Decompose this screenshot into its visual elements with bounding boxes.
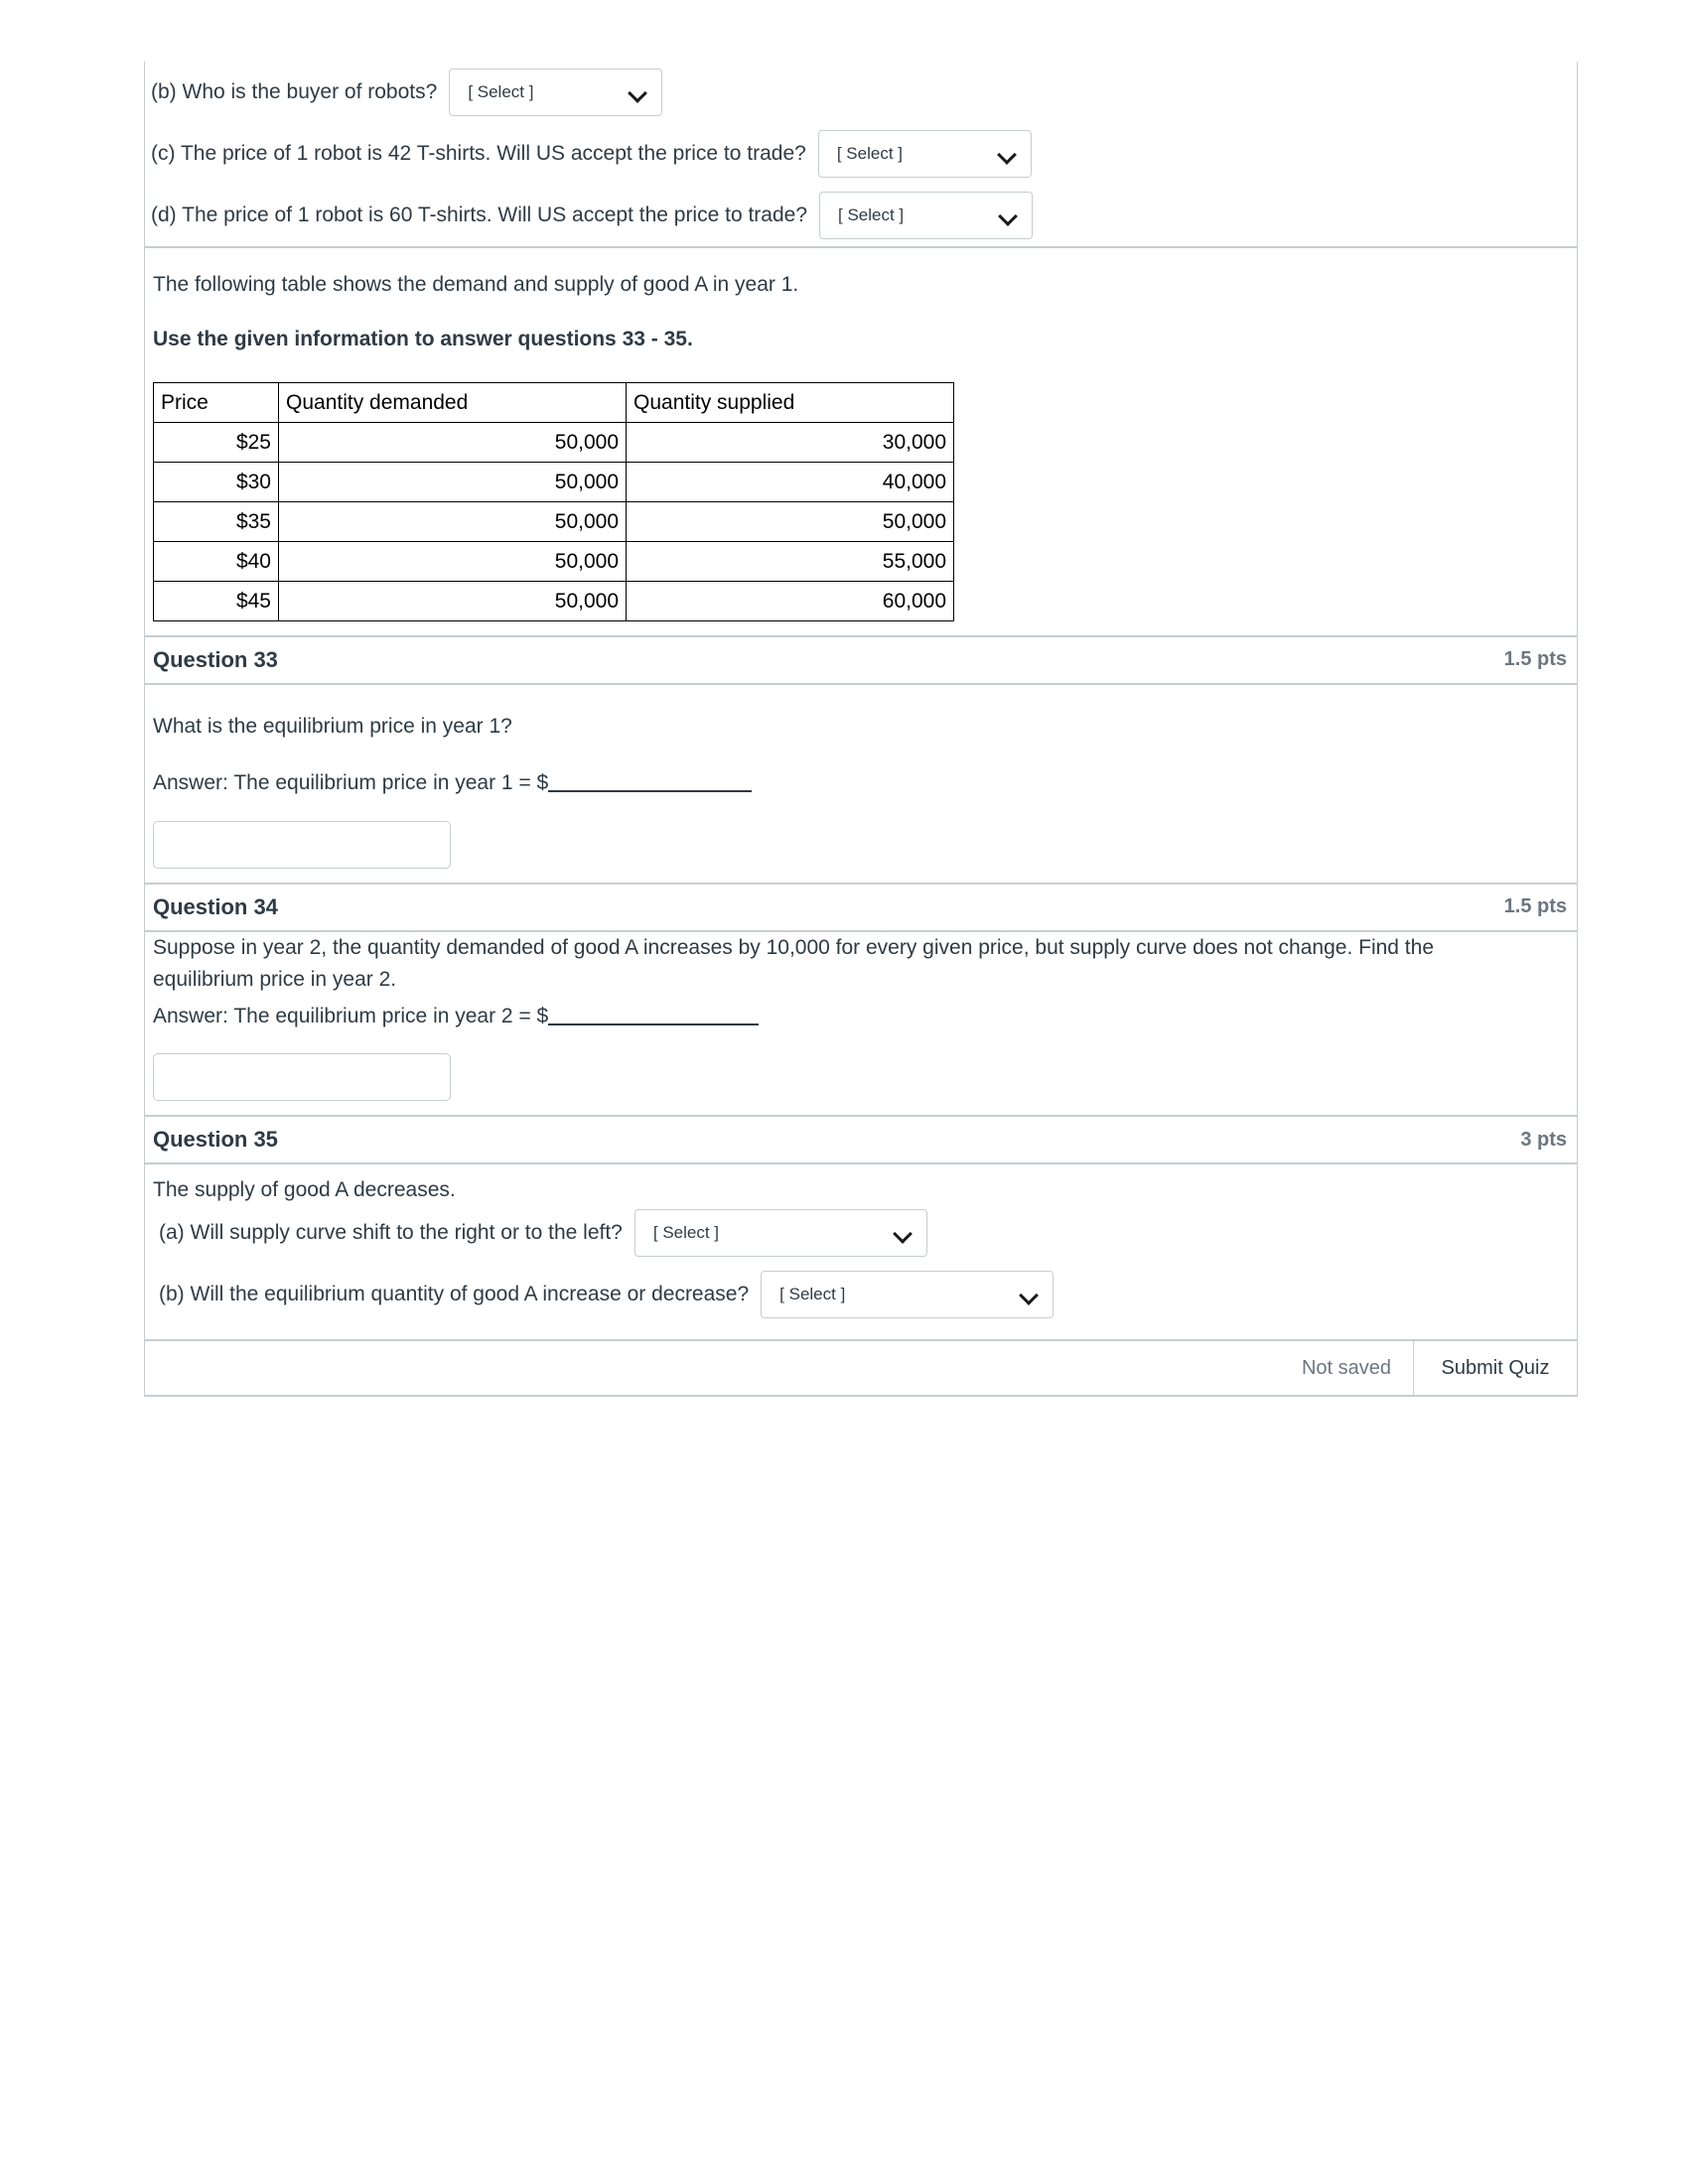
col-header-price: Price (154, 382, 279, 422)
question-33-prompt: What is the equilibrium price in year 1? (153, 714, 512, 738)
cell-quantity-demanded: 50,000 (279, 541, 627, 581)
question-33-answer-blank (548, 790, 752, 792)
cell-price: $30 (154, 462, 279, 501)
cell-price: $40 (154, 541, 279, 581)
supply-curve-shift-select-value: [ Select ] (652, 1223, 720, 1243)
cell-quantity-supplied: 60,000 (627, 581, 954, 620)
table-row (154, 541, 954, 581)
question-33-title: Question 33 (153, 646, 278, 672)
question-35-part-a-row (153, 1202, 1569, 1264)
previous-question-body (145, 62, 1577, 246)
chevron-down-icon (893, 1223, 913, 1243)
cell-quantity-supplied: 50,000 (627, 501, 954, 541)
table-row (154, 462, 954, 501)
cell-quantity-demanded: 50,000 (279, 462, 627, 501)
question-35-part-b-label: (b) Will the equilibrium quantity of good A increase or decrease? (159, 1283, 750, 1306)
question-35-title: Question 35 (153, 1127, 278, 1153)
intro-line-2: Use the given information to answer questions 33 - 35. (153, 328, 693, 351)
submit-quiz-button[interactable]: Submit Quiz (1413, 1341, 1577, 1395)
question-35-part-a-label: (a) Will supply curve shift to the right or to the left? (159, 1221, 623, 1245)
question-33-header (145, 635, 1577, 685)
cell-quantity-supplied: 30,000 (627, 422, 954, 462)
equilibrium-quantity-select-value: [ Select ] (779, 1285, 846, 1304)
cell-price: $25 (154, 422, 279, 462)
chevron-down-icon (628, 82, 647, 102)
col-header-quantity-demanded: Quantity demanded (279, 382, 627, 422)
cell-quantity-demanded: 50,000 (279, 581, 627, 620)
question-33-points: 1.5 pts (1503, 648, 1567, 671)
chevron-down-icon (1019, 1285, 1039, 1304)
quiz-footer-bar (145, 1339, 1577, 1397)
table-header-row (154, 382, 954, 422)
price-60-tshirts-select-value: [ Select ] (838, 205, 905, 224)
question-33-answer-line (153, 767, 1569, 799)
question-part-b-label: (b) Who is the buyer of robots? (151, 79, 438, 103)
question-part-c-label: (c) The price of 1 robot is 42 T-shirts. Will US accept the price to trade? (151, 141, 806, 165)
question-34-answer-line (153, 1001, 1569, 1032)
question-35-header (145, 1115, 1577, 1164)
cell-quantity-supplied: 40,000 (627, 462, 954, 501)
price-42-tshirts-select[interactable] (818, 130, 1032, 178)
supply-curve-shift-select[interactable] (634, 1209, 927, 1257)
intro-table-block (145, 248, 1577, 635)
question-34-answer-blank (548, 1024, 759, 1025)
question-34-points: 1.5 pts (1503, 895, 1567, 918)
quiz-container (144, 62, 1578, 1397)
save-status: Not saved (1301, 1356, 1391, 1379)
table-row (154, 501, 954, 541)
col-header-quantity-supplied: Quantity supplied (627, 382, 954, 422)
cell-quantity-supplied: 55,000 (627, 541, 954, 581)
question-34-title: Question 34 (153, 893, 278, 919)
question-33-answer-prefix: Answer: The equilibrium price in year 1 = $ (153, 771, 549, 795)
question-35-content (145, 1164, 1577, 1339)
cell-price: $35 (154, 501, 279, 541)
question-34-content (145, 932, 1577, 1116)
table-body (154, 422, 954, 620)
buyer-of-robots-select[interactable] (449, 68, 662, 116)
question-35-points: 3 pts (1520, 1128, 1567, 1151)
equilibrium-quantity-select[interactable] (761, 1271, 1054, 1318)
demand-supply-table (153, 382, 954, 621)
cell-quantity-demanded: 50,000 (279, 501, 627, 541)
price-60-tshirts-select[interactable] (819, 192, 1033, 239)
question-34-prompt: Suppose in year 2, the quantity demanded of good A increases by 10,000 for every given price, but supply curve does not change. Find the equilibrium price in year 2. (153, 935, 1435, 992)
intro-line-1: The following table shows the demand and supply of good A in year 1. (153, 273, 799, 296)
question-33-answer-input[interactable] (153, 821, 451, 869)
buyer-of-robots-select-value: [ Select ] (468, 82, 534, 101)
question-34-answer-prefix: Answer: The equilibrium price in year 2 = $ (153, 1004, 549, 1027)
intro-section (145, 248, 1577, 635)
table-head (154, 382, 954, 422)
table-row (154, 581, 954, 620)
previous-question-block (145, 62, 1577, 248)
chevron-down-icon (998, 205, 1018, 225)
question-34-header (145, 883, 1577, 932)
question-part-d-row (145, 185, 1577, 246)
cell-quantity-demanded: 50,000 (279, 422, 627, 462)
price-42-tshirts-select-value: [ Select ] (836, 144, 903, 163)
question-part-d-label: (d) The price of 1 robot is 60 T-shirts. Will US accept the price to trade? (151, 203, 808, 226)
chevron-down-icon (997, 144, 1017, 164)
question-35-part-b-row (153, 1264, 1569, 1325)
question-35-lead: The supply of good A decreases. (153, 1178, 456, 1202)
question-part-c-row (145, 123, 1577, 185)
cell-price: $45 (154, 581, 279, 620)
table-row (154, 422, 954, 462)
question-33-content (145, 711, 1577, 883)
question-part-b-row (145, 62, 1577, 123)
question-34-answer-input[interactable] (153, 1053, 451, 1101)
